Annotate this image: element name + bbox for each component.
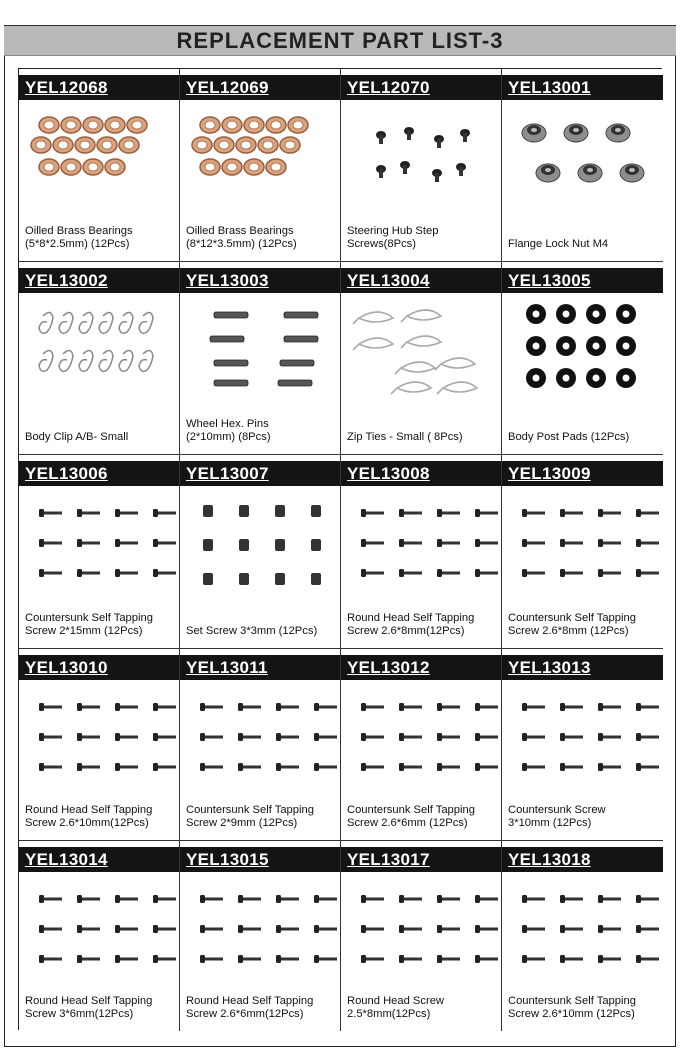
- part-code: YEL12068: [25, 78, 108, 97]
- bearing-icon: [19, 105, 179, 217]
- part-code-bar: [180, 268, 340, 293]
- part-description: Countersunk Screw 3*10mm (12Pcs): [508, 804, 606, 829]
- part-description: Zip Ties - Small ( 8Pcs): [347, 431, 463, 443]
- part-code: YEL13009: [508, 464, 591, 483]
- part-code: YEL13004: [347, 271, 430, 290]
- part-description: Round Head Self Tapping Screw 2.6*8mm(12Pcs): [347, 612, 475, 637]
- part-cell: [180, 649, 341, 841]
- part-code: YEL13007: [186, 464, 269, 483]
- part-description: Oilled Brass Bearings (5*8*2.5mm) (12Pcs): [25, 225, 133, 250]
- part-code: YEL13001: [508, 78, 591, 97]
- part-cell: [341, 69, 502, 262]
- part-description: Set Screw 3*3mm (12Pcs): [186, 625, 318, 637]
- part-code-bar: [19, 847, 179, 872]
- part-description: Countersunk Self Tapping Screw 2.6*10mm (12Pcs): [508, 995, 636, 1020]
- part-code-bar: [502, 461, 663, 486]
- part-code-bar: [180, 75, 340, 100]
- part-cell: [19, 69, 180, 262]
- part-description: Round Head Self Tapping Screw 3*6mm(12Pcs): [25, 995, 153, 1020]
- part-cell: [502, 455, 663, 649]
- part-cell: [341, 455, 502, 649]
- part-code-bar: [502, 847, 663, 872]
- part-cell: [502, 262, 663, 455]
- part-code: YEL13015: [186, 850, 269, 869]
- part-cell: [341, 262, 502, 455]
- part-cell: [180, 262, 341, 455]
- lock-nut-icon: [502, 105, 663, 217]
- parts-grid: [18, 68, 662, 1030]
- part-code-bar: [502, 268, 663, 293]
- part-description: Flange Lock Nut M4: [508, 238, 609, 250]
- part-code-bar: [341, 847, 501, 872]
- part-cell: [19, 841, 180, 1031]
- screw-icon: [502, 685, 663, 797]
- part-code: YEL12070: [347, 78, 430, 97]
- screw-icon: [19, 491, 179, 603]
- part-cell: [180, 841, 341, 1031]
- part-code: YEL13005: [508, 271, 591, 290]
- part-code-bar: [19, 268, 179, 293]
- part-code-bar: [19, 461, 179, 486]
- zip-tie-icon: [341, 298, 501, 410]
- bearing-icon: [180, 105, 340, 217]
- part-description: Countersunk Self Tapping Screw 2.6*6mm (12Pcs): [347, 804, 475, 829]
- part-code: YEL13017: [347, 850, 430, 869]
- part-cell: [19, 455, 180, 649]
- part-code-bar: [502, 655, 663, 680]
- part-code-bar: [180, 461, 340, 486]
- part-description: Countersunk Self Tapping Screw 2*9mm (12Pcs): [186, 804, 314, 829]
- part-description: Round Head Self Tapping Screw 2.6*10mm(12Pcs): [25, 804, 153, 829]
- part-code-bar: [180, 847, 340, 872]
- part-description: Countersunk Self Tapping Screw 2.6*8mm (12Pcs): [508, 612, 636, 637]
- step-screw-icon: [341, 105, 501, 217]
- part-code: YEL13010: [25, 658, 108, 677]
- part-description: Body Post Pads (12Pcs): [508, 431, 630, 443]
- part-description: Round Head Self Tapping Screw 2.6*6mm(12Pcs): [186, 995, 314, 1020]
- part-description: Oilled Brass Bearings (8*12*3.5mm) (12Pcs): [186, 225, 297, 250]
- set-screw-icon: [180, 491, 340, 603]
- screw-icon: [502, 877, 663, 989]
- part-code-bar: [180, 655, 340, 680]
- screw-icon: [19, 877, 179, 989]
- part-code: YEL13002: [25, 271, 108, 290]
- part-code: YEL13012: [347, 658, 430, 677]
- part-code: YEL13008: [347, 464, 430, 483]
- part-code: YEL13011: [186, 658, 268, 677]
- screw-icon: [341, 685, 501, 797]
- screw-icon: [19, 685, 179, 797]
- title-bar: [4, 26, 676, 56]
- part-cell: [180, 455, 341, 649]
- part-cell: [341, 649, 502, 841]
- part-cell: [502, 649, 663, 841]
- part-code: YEL13014: [25, 850, 108, 869]
- part-description: Countersunk Self Tapping Screw 2*15mm (12Pcs): [25, 612, 153, 637]
- part-code-bar: [19, 75, 179, 100]
- part-description: Steering Hub Step Screws(8Pcs): [347, 225, 439, 250]
- part-code-bar: [502, 75, 663, 100]
- screw-icon: [180, 685, 340, 797]
- part-cell: [341, 841, 502, 1031]
- washer-icon: [502, 298, 663, 410]
- part-code-bar: [19, 655, 179, 680]
- part-cell: [180, 69, 341, 262]
- part-code-bar: [341, 461, 501, 486]
- part-description: Wheel Hex. Pins (2*10mm) (8Pcs): [186, 418, 271, 443]
- part-cell: [502, 69, 663, 262]
- part-cell: [19, 262, 180, 455]
- screw-icon: [341, 491, 501, 603]
- part-code: YEL13006: [25, 464, 108, 483]
- screw-icon: [502, 491, 663, 603]
- part-code: YEL12069: [186, 78, 269, 97]
- part-description: Body Clip A/B- Small: [25, 431, 129, 443]
- part-code-bar: [341, 75, 501, 100]
- body-clip-icon: [19, 298, 179, 410]
- screw-icon: [180, 877, 340, 989]
- screw-icon: [341, 877, 501, 989]
- part-cell: [19, 649, 180, 841]
- top-strip: [4, 4, 676, 26]
- part-code: YEL13018: [508, 850, 591, 869]
- part-cell: [502, 841, 663, 1031]
- part-code: YEL13003: [186, 271, 269, 290]
- part-code-bar: [341, 655, 501, 680]
- part-code: YEL13013: [508, 658, 591, 677]
- part-code-bar: [341, 268, 501, 293]
- hex-pin-icon: [180, 298, 340, 410]
- page-title: REPLACEMENT PART LIST-3: [176, 28, 504, 53]
- part-description: Round Head Screw 2.5*8mm(12Pcs): [347, 995, 445, 1020]
